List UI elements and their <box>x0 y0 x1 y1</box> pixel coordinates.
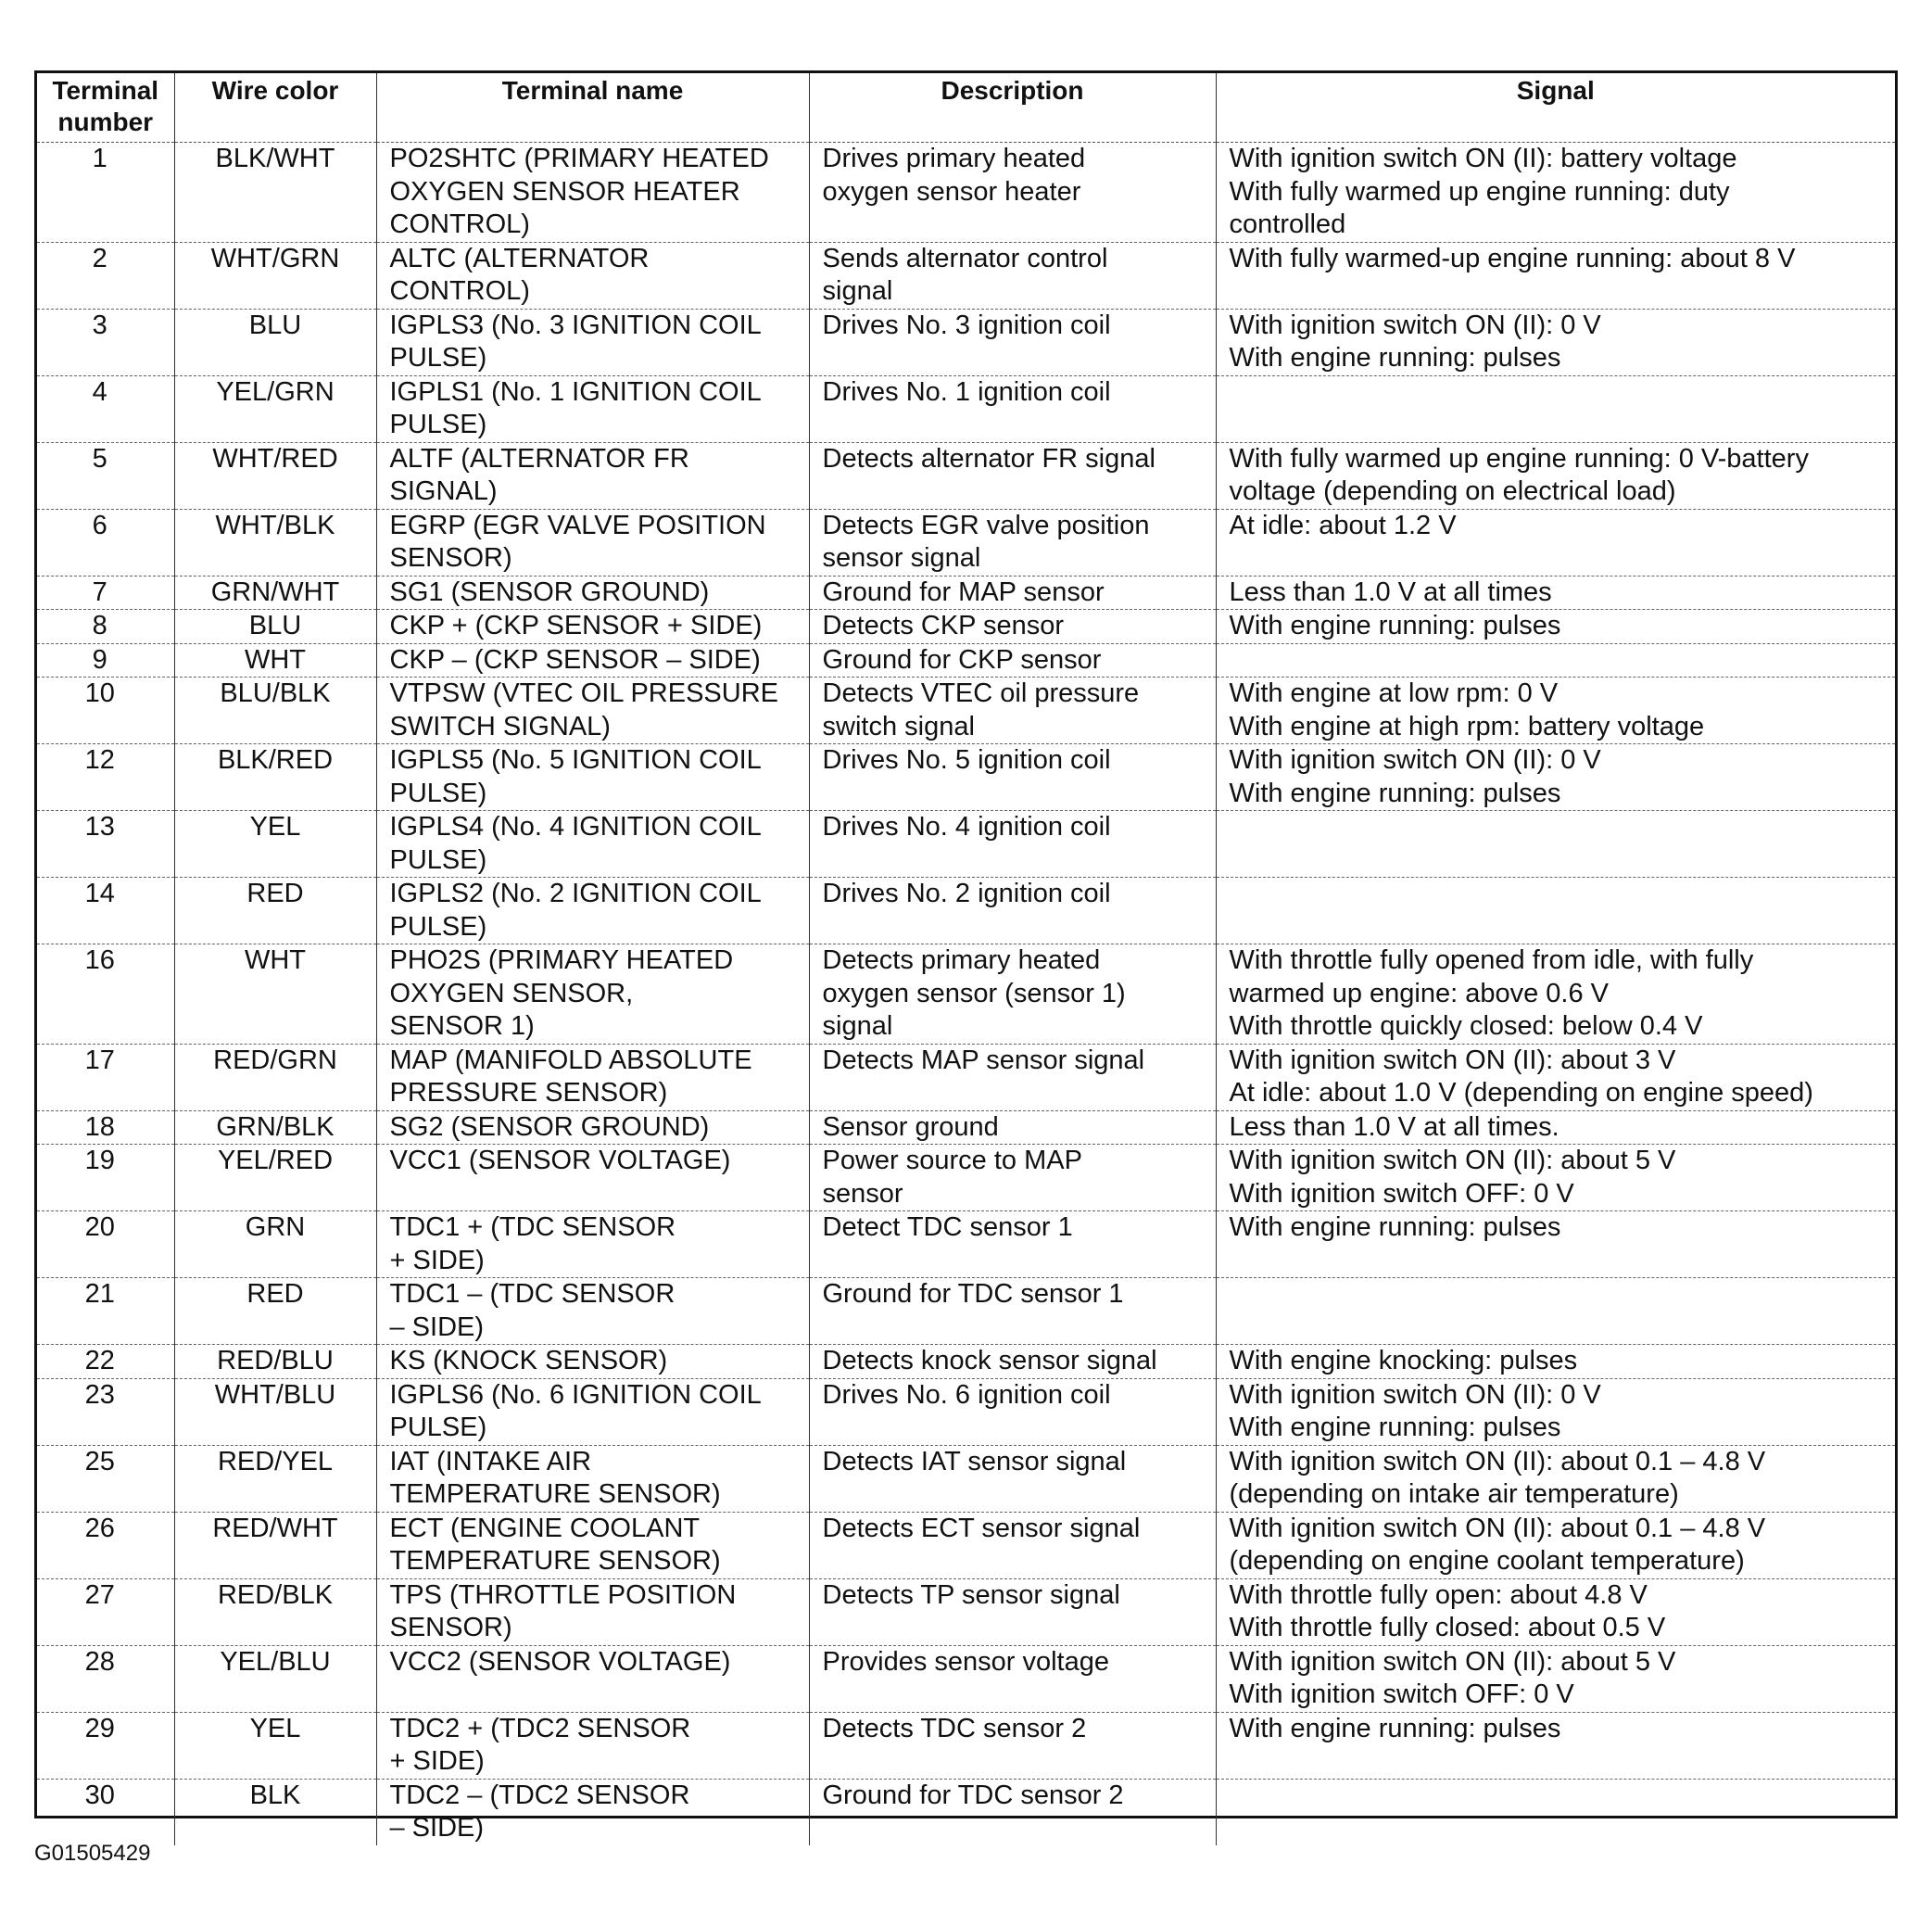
header-terminal-number: Terminal number <box>37 73 174 143</box>
cell-signal: With fully warmed up engine running: 0 V-battery voltage (depending on electrical load) <box>1216 442 1895 509</box>
cell-terminal-name: IGPLS4 (No. 4 IGNITION COIL PULSE) <box>376 811 809 878</box>
cell-description: Detects MAP sensor signal <box>809 1044 1216 1110</box>
table-row <box>37 576 1895 610</box>
cell-description: Ground for MAP sensor <box>809 576 1216 610</box>
cell-wire-color: WHT <box>174 643 376 678</box>
table-row <box>37 442 1895 509</box>
cell-wire-color: BLU <box>174 610 376 644</box>
cell-signal: With ignition switch ON (II): 0 V With engine running: pulses <box>1216 744 1895 811</box>
cell-terminal-number: 9 <box>92 644 107 675</box>
cell-terminal-name: TDC2 + (TDC2 SENSOR + SIDE) <box>376 1712 809 1779</box>
cell-wire-color: RED/BLK <box>174 1578 376 1645</box>
cell-wire-color: RED/BLU <box>174 1345 376 1379</box>
cell-signal: With throttle fully open: about 4.8 V With throttle fully closed: about 0.5 V <box>1216 1578 1895 1645</box>
cell-description: Detects knock sensor signal <box>809 1345 1216 1379</box>
cell-terminal-name: IGPLS1 (No. 1 IGNITION COIL PULSE) <box>376 375 809 442</box>
cell-wire-color: BLK/WHT <box>174 143 376 243</box>
cell-terminal-name: CKP + (CKP SENSOR + SIDE) <box>376 610 809 644</box>
cell-description: Drives No. 2 ignition coil <box>809 878 1216 944</box>
cell-wire-color: RED/WHT <box>174 1512 376 1578</box>
cell-terminal-name: IGPLS6 (No. 6 IGNITION COIL PULSE) <box>376 1378 809 1445</box>
cell-description: Detects VTEC oil pressure switch signal <box>809 678 1216 744</box>
cell-wire-color: RED/YEL <box>174 1445 376 1512</box>
cell-description: Detects IAT sensor signal <box>809 1445 1216 1512</box>
table-row <box>37 509 1895 576</box>
cell-description: Drives No. 3 ignition coil <box>809 309 1216 375</box>
cell-wire-color: YEL <box>174 811 376 878</box>
cell-description: Detects EGR valve position sensor signal <box>809 509 1216 576</box>
cell-signal: With ignition switch ON (II): battery voltage With fully warmed up engine running: duty controlled <box>1216 143 1895 243</box>
table-row <box>37 610 1895 644</box>
cell-description: Detects ECT sensor signal <box>809 1512 1216 1578</box>
cell-signal: With engine running: pulses <box>1216 1712 1895 1779</box>
cell-description: Provides sensor voltage <box>809 1645 1216 1712</box>
cell-wire-color: GRN/BLK <box>174 1110 376 1145</box>
cell-wire-color: GRN/WHT <box>174 576 376 610</box>
cell-description: Drives No. 4 ignition coil <box>809 811 1216 878</box>
cell-description: Power source to MAP sensor <box>809 1145 1216 1211</box>
cell-wire-color: YEL <box>174 1712 376 1779</box>
cell-signal: With engine at low rpm: 0 V With engine at high rpm: battery voltage <box>1216 678 1895 744</box>
header-description: Description <box>809 73 1216 143</box>
cell-terminal-name: MAP (MANIFOLD ABSOLUTE PRESSURE SENSOR) <box>376 1044 809 1110</box>
cell-terminal-name: VCC2 (SENSOR VOLTAGE) <box>376 1645 809 1712</box>
cell-terminal-number: 30 <box>84 1780 115 1810</box>
cell-wire-color: RED <box>174 878 376 944</box>
cell-wire-color: WHT/GRN <box>174 242 376 309</box>
cell-signal <box>1216 375 1895 442</box>
table-row <box>37 1445 1895 1512</box>
table-row <box>37 1578 1895 1645</box>
table-row <box>37 1145 1895 1211</box>
cell-terminal-number: 18 <box>84 1111 115 1142</box>
cell-signal: With ignition switch ON (II): about 3 V At idle: about 1.0 V (depending on engine speed) <box>1216 1044 1895 1110</box>
cell-terminal-number: 3 <box>92 310 107 340</box>
cell-terminal-name: VTPSW (VTEC OIL PRESSURE SWITCH SIGNAL) <box>376 678 809 744</box>
cell-terminal-number: 10 <box>84 678 115 708</box>
cell-signal: With ignition switch ON (II): about 0.1 – 4.8 V (depending on intake air temperature) <box>1216 1445 1895 1512</box>
cell-terminal-name: PHO2S (PRIMARY HEATED OXYGEN SENSOR, SENSOR 1) <box>376 944 809 1045</box>
table-row <box>37 643 1895 678</box>
cell-wire-color: BLK <box>174 1779 376 1845</box>
table-row <box>37 1044 1895 1110</box>
cell-signal: At idle: about 1.2 V <box>1216 509 1895 576</box>
cell-description: Drives No. 6 ignition coil <box>809 1378 1216 1445</box>
table-row <box>37 1278 1895 1345</box>
cell-signal <box>1216 811 1895 878</box>
cell-terminal-number: 27 <box>84 1579 115 1610</box>
cell-terminal-number: 14 <box>84 879 115 908</box>
cell-terminal-number: 12 <box>84 745 115 775</box>
cell-signal: Less than 1.0 V at all times <box>1216 576 1895 610</box>
cell-terminal-name: VCC1 (SENSOR VOLTAGE) <box>376 1145 809 1211</box>
cell-description: Sensor ground <box>809 1110 1216 1145</box>
table-row <box>37 309 1895 375</box>
cell-wire-color: YEL/GRN <box>174 375 376 442</box>
cell-description: Detects CKP sensor <box>809 610 1216 644</box>
table-row <box>37 375 1895 442</box>
table-row <box>37 878 1895 944</box>
cell-terminal-number: 16 <box>84 945 115 975</box>
cell-description: Detects alternator FR signal <box>809 442 1216 509</box>
cell-terminal-number: 26 <box>84 1513 115 1543</box>
header-terminal-name: Terminal name <box>376 73 809 143</box>
cell-wire-color: WHT/BLU <box>174 1378 376 1445</box>
terminal-table-frame <box>34 70 1898 1843</box>
table-row <box>37 744 1895 811</box>
cell-terminal-name: SG1 (SENSOR GROUND) <box>376 576 809 610</box>
cell-signal: With ignition switch ON (II): about 5 V With ignition switch OFF: 0 V <box>1216 1645 1895 1712</box>
cell-terminal-number: 2 <box>92 243 107 273</box>
cell-terminal-name: TDC1 + (TDC SENSOR + SIDE) <box>376 1211 809 1278</box>
terminal-table <box>37 73 1895 1845</box>
table-row <box>37 1779 1895 1845</box>
cell-terminal-name: ECT (ENGINE COOLANT TEMPERATURE SENSOR) <box>376 1512 809 1578</box>
cell-signal: With engine knocking: pulses <box>1216 1345 1895 1379</box>
cell-signal: With engine running: pulses <box>1216 610 1895 644</box>
cell-terminal-name: ALTC (ALTERNATOR CONTROL) <box>376 242 809 309</box>
cell-signal <box>1216 878 1895 944</box>
cell-terminal-name: SG2 (SENSOR GROUND) <box>376 1110 809 1145</box>
cell-terminal-name: TDC1 – (TDC SENSOR – SIDE) <box>376 1278 809 1345</box>
table-row <box>37 1110 1895 1145</box>
cell-terminal-name: TDC2 – (TDC2 SENSOR – SIDE) <box>376 1779 809 1845</box>
cell-terminal-number: 13 <box>84 812 115 842</box>
cell-terminal-name: IAT (INTAKE AIR TEMPERATURE SENSOR) <box>376 1445 809 1512</box>
cell-description: Detects primary heated oxygen sensor (sensor 1) signal <box>809 944 1216 1045</box>
cell-signal: With ignition switch ON (II): about 0.1 – 4.8 V (depending on engine coolant temperature) <box>1216 1512 1895 1578</box>
cell-description: Drives No. 1 ignition coil <box>809 375 1216 442</box>
cell-terminal-number: 5 <box>92 443 107 474</box>
table-row <box>37 811 1895 878</box>
cell-wire-color: WHT/RED <box>174 442 376 509</box>
cell-terminal-number: 7 <box>92 577 107 607</box>
table-row <box>37 242 1895 309</box>
cell-wire-color: WHT <box>174 944 376 1045</box>
cell-wire-color: RED/GRN <box>174 1044 376 1110</box>
cell-signal <box>1216 643 1895 678</box>
cell-terminal-number: 4 <box>92 376 107 407</box>
cell-signal: With ignition switch ON (II): 0 V With engine running: pulses <box>1216 309 1895 375</box>
cell-description: Drives primary heated oxygen sensor heater <box>809 143 1216 243</box>
cell-terminal-name: IGPLS3 (No. 3 IGNITION COIL PULSE) <box>376 309 809 375</box>
cell-terminal-number: 6 <box>92 510 107 540</box>
cell-terminal-number: 8 <box>92 611 107 640</box>
cell-terminal-name: CKP – (CKP SENSOR – SIDE) <box>376 643 809 678</box>
table-row <box>37 1378 1895 1445</box>
cell-description: Ground for TDC sensor 1 <box>809 1278 1216 1345</box>
table-row <box>37 944 1895 1045</box>
cell-terminal-name: ALTF (ALTERNATOR FR SIGNAL) <box>376 442 809 509</box>
cell-terminal-name: TPS (THROTTLE POSITION SENSOR) <box>376 1578 809 1645</box>
cell-terminal-number: 19 <box>84 1146 115 1175</box>
cell-terminal-name: PO2SHTC (PRIMARY HEATED OXYGEN SENSOR HEATER CONTROL) <box>376 143 809 243</box>
cell-signal <box>1216 1779 1895 1845</box>
cell-terminal-number: 17 <box>84 1045 115 1075</box>
cell-wire-color: BLU/BLK <box>174 678 376 744</box>
cell-terminal-number: 25 <box>84 1446 115 1476</box>
cell-description: Drives No. 5 ignition coil <box>809 744 1216 811</box>
cell-description: Detects TP sensor signal <box>809 1578 1216 1645</box>
cell-description: Sends alternator control signal <box>809 242 1216 309</box>
table-row <box>37 678 1895 744</box>
cell-description: Detects TDC sensor 2 <box>809 1712 1216 1779</box>
cell-wire-color: BLK/RED <box>174 744 376 811</box>
cell-terminal-number: 22 <box>84 1346 115 1375</box>
table-row <box>37 1345 1895 1379</box>
cell-terminal-number: 21 <box>84 1279 115 1309</box>
cell-wire-color: GRN <box>174 1211 376 1278</box>
cell-signal: With throttle fully opened from idle, with fully warmed up engine: above 0.6 V With throttle quickly closed: below 0.4 V <box>1216 944 1895 1045</box>
cell-signal: With fully warmed-up engine running: about 8 V <box>1216 242 1895 309</box>
cell-signal: Less than 1.0 V at all times. <box>1216 1110 1895 1145</box>
cell-terminal-number: 20 <box>84 1212 115 1242</box>
cell-wire-color: BLU <box>174 309 376 375</box>
cell-terminal-number: 1 <box>92 144 107 173</box>
cell-terminal-number: 23 <box>84 1379 115 1410</box>
cell-wire-color: YEL/BLU <box>174 1645 376 1712</box>
cell-signal: With ignition switch ON (II): 0 V With engine running: pulses <box>1216 1378 1895 1445</box>
header-wire-color: Wire color <box>174 73 376 143</box>
table-row <box>37 1211 1895 1278</box>
cell-terminal-number: 29 <box>84 1713 115 1743</box>
cell-signal: With ignition switch ON (II): about 5 V With ignition switch OFF: 0 V <box>1216 1145 1895 1211</box>
cell-description: Ground for CKP sensor <box>809 643 1216 678</box>
cell-wire-color: YEL/RED <box>174 1145 376 1211</box>
cell-description: Detect TDC sensor 1 <box>809 1211 1216 1278</box>
figure-id: G01505429 <box>34 1841 151 1866</box>
cell-terminal-name: IGPLS2 (No. 2 IGNITION COIL PULSE) <box>376 878 809 944</box>
header-signal: Signal <box>1216 73 1895 143</box>
cell-signal: With engine running: pulses <box>1216 1211 1895 1278</box>
table-header-row <box>37 73 1895 143</box>
cell-description: Ground for TDC sensor 2 <box>809 1779 1216 1845</box>
cell-signal <box>1216 1278 1895 1345</box>
cell-wire-color: WHT/BLK <box>174 509 376 576</box>
cell-terminal-name: IGPLS5 (No. 5 IGNITION COIL PULSE) <box>376 744 809 811</box>
table-body <box>37 143 1895 1845</box>
table-row <box>37 1712 1895 1779</box>
table-row <box>37 143 1895 243</box>
cell-terminal-name: KS (KNOCK SENSOR) <box>376 1345 809 1379</box>
cell-terminal-number: 28 <box>84 1646 115 1677</box>
cell-terminal-name: EGRP (EGR VALVE POSITION SENSOR) <box>376 509 809 576</box>
table-row <box>37 1645 1895 1712</box>
cell-wire-color: RED <box>174 1278 376 1345</box>
table-row <box>37 1512 1895 1578</box>
